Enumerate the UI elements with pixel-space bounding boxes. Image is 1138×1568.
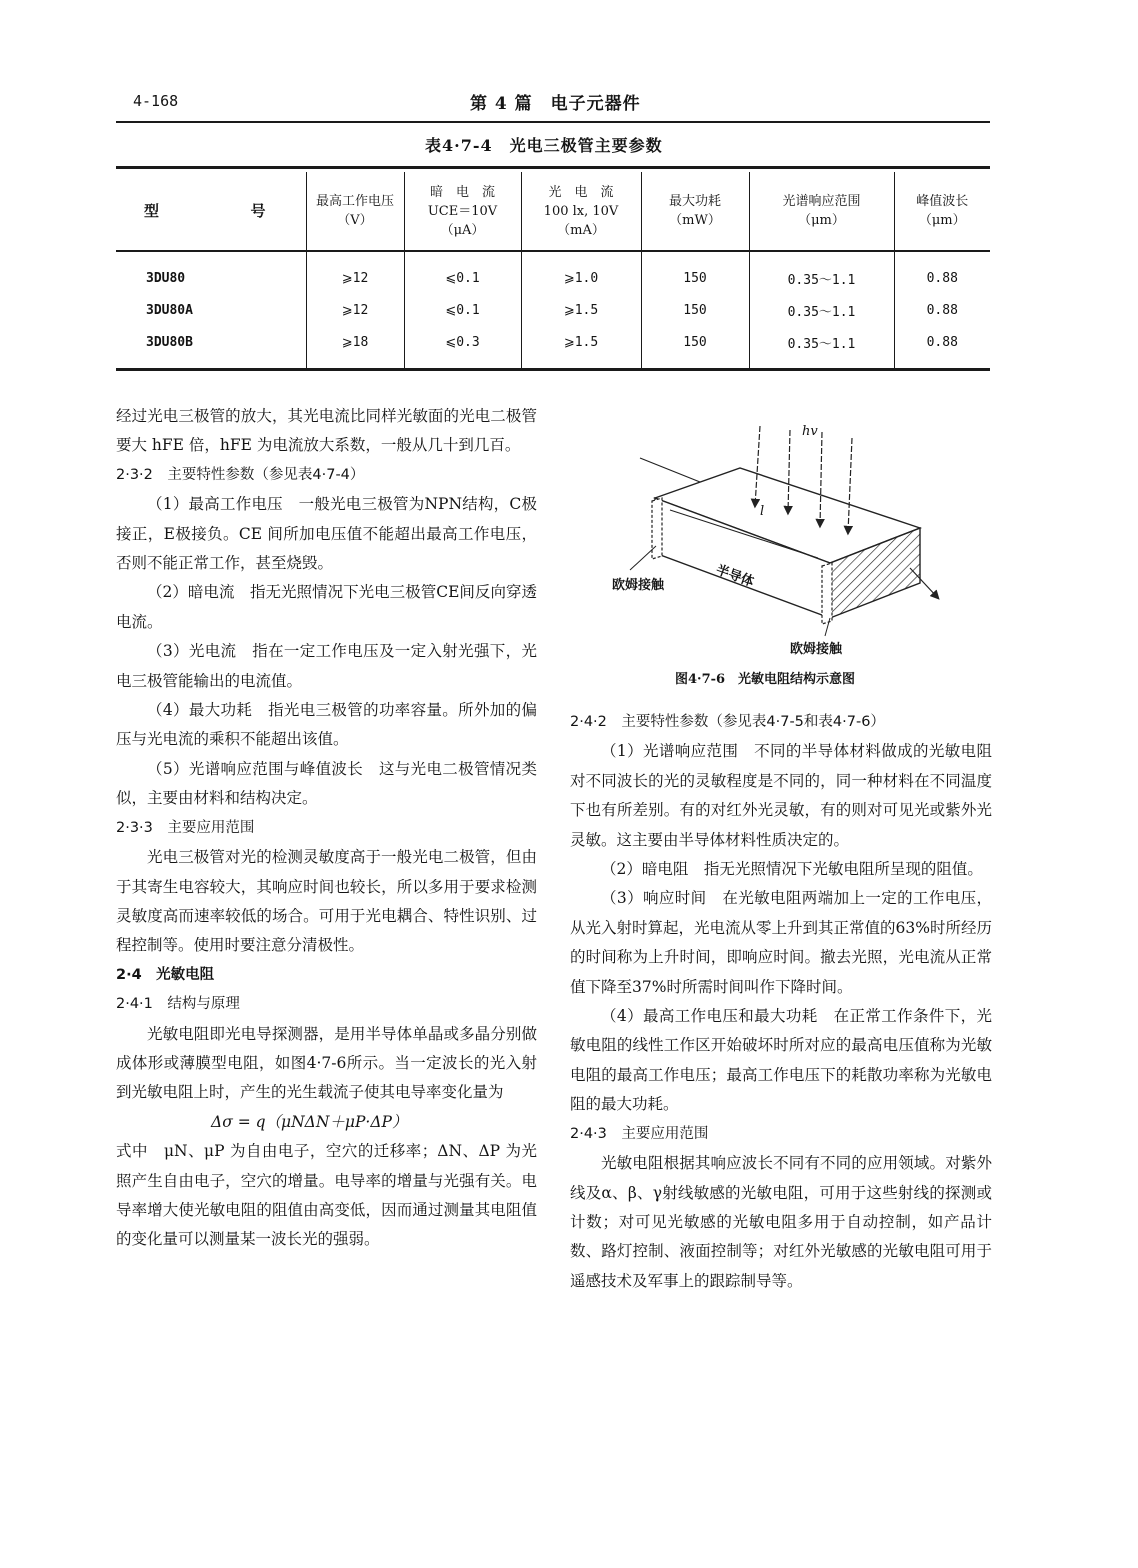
model-cell: 3DU80A (146, 302, 193, 318)
table-row (116, 326, 990, 370)
value-cell: ⩾12 (306, 251, 404, 294)
page-title: 第 4 篇 电子元器件 (470, 94, 641, 114)
table-header-cell (641, 172, 749, 251)
table-row (116, 251, 990, 294)
header-line: UCE＝10V (427, 203, 498, 219)
paragraph: 经过光电三极管的放大，其光电流比同样光敏面的光电二极管要大 hFE 倍，hFE 为电流放大系数，一般从几十到几百。 (116, 407, 537, 455)
header-line: （μm） (798, 213, 845, 228)
header-rule (116, 121, 990, 123)
photoresistor-figure (590, 418, 990, 713)
value-cell: ⩾1.0 (521, 251, 641, 294)
value-cell: ⩽0.1 (404, 251, 521, 294)
header-line: 光 电 流 (548, 184, 614, 200)
table-row (116, 294, 990, 326)
model-cell: 3DU80 (146, 270, 186, 286)
length-label: l (760, 504, 765, 519)
table-header-cell (306, 172, 404, 251)
header-line: 最大功耗 (668, 194, 721, 209)
value-cell: 150 (641, 294, 749, 326)
semiconductor-label: 半导体 (713, 562, 756, 591)
header-line: 峰值波长 (916, 194, 969, 209)
paragraph: 光敏电阻即光电导探测器，是用半导体单晶或多晶分别做成体形或薄膜型电阻，如图4·7-6所示。当一定波长的光入射到光敏电阻上时，产生的光生载流子使其电导率变化量为 (116, 1024, 537, 1102)
formula: Δσ = q（μNΔN＋μP·ΔP） (211, 1112, 408, 1131)
paragraph: （1）最高工作电压 一般光电三极管为NPN结构，C极接正，E极接负。CE 间所加电压值不能超出最高工作电压，否则不能正常工作，甚至烧毁。 (116, 495, 537, 573)
paragraph: 光敏电阻根据其响应波长不同有不同的应用领域。对紫外线及α、β、γ射线敏感的光敏电阻，可用于这些射线的探测或计数；对可见光敏感的光敏电阻多用于自动控制，如产品计数、路灯控制、液面控制等；对红外光敏感的光敏电阻可用于遥感技术及军事上的跟踪制导等。 (570, 1154, 992, 1290)
paragraph: （4）最高工作电压和最大功耗 在正常工作条件下，光敏电阻的线性工作区开始破坏时所对应的最高电压值称为光敏电阻的最高工作电压；最高工作电压下的耗散功率称为光敏电阻的最大功耗。 (570, 1007, 992, 1114)
value-cell: ⩽0.3 (404, 326, 521, 370)
value-cell: 150 (641, 251, 749, 294)
table-bottom-rule (116, 368, 990, 371)
section-heading: 2·4·2 主要特性参数（参见表4·7-5和表4·7-6） (570, 714, 885, 730)
section-heading: 2·4·1 结构与原理 (116, 996, 240, 1013)
table-header-cell (749, 172, 894, 251)
header-line: 光谱响应范围 (782, 194, 861, 209)
table-top-rule (116, 166, 990, 169)
table-body (116, 251, 990, 370)
page-number: 4-168 (133, 92, 179, 110)
value-cell: ⩽0.1 (404, 294, 521, 326)
value-cell: 0.35～1.1 (749, 326, 894, 370)
value-cell: 150 (641, 326, 749, 370)
table-header-cell (521, 172, 641, 251)
value-cell: ⩾12 (306, 294, 404, 326)
header-line: 100 lx, 10V (543, 203, 619, 219)
value-cell: 0.35～1.1 (749, 294, 894, 326)
photoresistor-diagram (590, 418, 990, 668)
header-line: （μm） (918, 213, 966, 228)
header-line: 型 (144, 201, 160, 220)
value-cell: ⩾1.5 (521, 294, 641, 326)
header-line: 号 (250, 201, 266, 220)
section-heading: 2·3·2 主要特性参数（参见表4·7-4） (116, 466, 365, 483)
left-text-column (116, 402, 537, 1255)
model-cell: 3DU80B (146, 334, 193, 350)
header-line: 最高工作电压 (315, 194, 394, 209)
value-cell: 0.35～1.1 (749, 251, 894, 294)
paragraph: 式中 μN、μP 为自由电子，空穴的迁移率；ΔN、ΔP 为光照产生自由电子，空穴的增量。电导率的增量与光强有关。电导率增大使光敏电阻的阻值由高变低，因而通过测量其电阻值的变化量可以测量某一波长光的强弱。 (116, 1142, 537, 1249)
value-cell: 0.88 (894, 251, 990, 294)
paragraph: （2）暗电阻 指无光照情况下光敏电阻所呈现的阻值。 (601, 860, 983, 879)
value-cell: ⩾1.5 (521, 326, 641, 370)
value-cell: ⩾18 (306, 326, 404, 370)
section-heading: 2·3·3 主要应用范围 (116, 819, 255, 836)
header-line: （V） (337, 213, 373, 228)
section-heading: 2·4 光敏电阻 (116, 966, 215, 983)
table-header-cell (404, 172, 521, 251)
header-line: 暗 电 流 (429, 184, 495, 200)
ohmic-contact-left-label: 欧姆接触 (612, 578, 665, 593)
paragraph: （3）光电流 指在一定工作电压及一定入射光强下，光电三极管能输出的电流值。 (116, 642, 537, 690)
ohmic-contact-bottom-label: 欧姆接触 (790, 642, 843, 657)
table-header-row (116, 172, 990, 251)
table-title: 表4·7-4 光电三极管主要参数 (425, 136, 663, 155)
header-line: （mW） (669, 213, 721, 228)
paragraph: 光电三极管对光的检测灵敏度高于一般光电二极管，但由于其寄生电容较大，其响应时间也较长，所以多用于要求检测灵敏度高而速率较低的场合。可用于光电耦合、特性识别、过程控制等。使用时要注意分清极性。 (116, 848, 537, 955)
paragraph: （4）最大功耗 指光电三极管的功率容量。所外加的偏压与光电流的乘积不能超出该值。 (116, 701, 537, 749)
photon-energy-label: hv (802, 424, 818, 439)
table-header-cell (116, 172, 306, 251)
paragraph: （3）响应时间 在光敏电阻两端加上一定的工作电压，从光入射时算起，光电流从零上升到其正常值的63%时所经历的时间称为上升时间，即响应时间。撤去光照，光电流从正常值下降至37%时所需时间叫作下降时间。 (570, 889, 992, 996)
section-heading: 2·4·3 主要应用范围 (570, 1125, 709, 1142)
parameter-table (116, 172, 990, 370)
paragraph: （1）光谱响应范围 不同的半导体材料做成的光敏电阻对不同波长的光的灵敏程度是不同的，同一种材料在不同温度下也有所差别。有的对红外光灵敏，有的则对可见光或紫外光灵敏。这主要由半导体材料性质决定的。 (570, 742, 992, 849)
paragraph: （2）暗电流 指无光照情况下光电三极管CE间反向穿透电流。 (116, 583, 537, 631)
header-line: （mA） (557, 222, 605, 238)
figure-caption: 图4·7-6 光敏电阻结构示意图 (675, 672, 856, 687)
table-header-cell (894, 172, 990, 251)
value-cell: 0.88 (894, 326, 990, 370)
right-text-column (570, 708, 992, 1296)
paragraph: （5）光谱响应范围与峰值波长 这与光电二极管情况类似，主要由材料和结构决定。 (116, 759, 537, 808)
header-line: （μA） (440, 222, 485, 238)
value-cell: 0.88 (894, 294, 990, 326)
